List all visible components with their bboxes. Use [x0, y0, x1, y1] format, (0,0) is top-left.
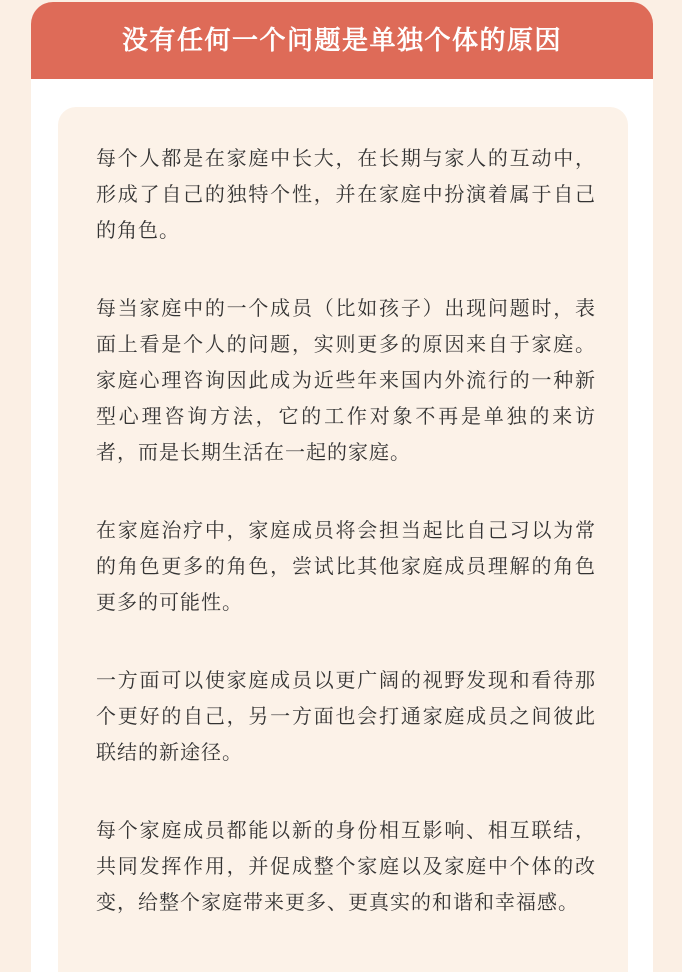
card-title: 没有任何一个问题是单独个体的原因	[121, 26, 562, 56]
paragraph-5: 每个家庭成员都能以新的身份相互影响、相互联结，共同发挥作用，并促成整个家庭以及家庭中个体的改变，给整个家庭带来更多、更真实的和谐和幸福感。	[96, 818, 596, 914]
paragraph-1: 每个人都是在家庭中长大，在长期与家人的互动中，形成了自己的独特个性，并在家庭中扮演着属于自己的角色。	[96, 146, 596, 242]
paragraph-4: 一方面可以使家庭成员以更广阔的视野发现和看待那个更好的自己，另一方面也会打通家庭成员之间彼此联结的新途径。	[96, 668, 596, 764]
article-card	[31, 2, 653, 972]
card-header	[31, 2, 653, 79]
card-body	[58, 107, 628, 972]
paragraph-list	[96, 140, 596, 962]
paragraph-2: 每当家庭中的一个成员（比如孩子）出现问题时，表面上看是个人的问题，实则更多的原因来自于家庭。家庭心理咨询因此成为近些年来国内外流行的一种新型心理咨询方法，它的工作对象不再是单独的来访者，而是长期生活在一起的家庭。	[96, 296, 596, 464]
paragraph-3: 在家庭治疗中，家庭成员将会担当起比自己习以为常的角色更多的角色，尝试比其他家庭成员理解的角色更多的可能性。	[96, 518, 596, 614]
